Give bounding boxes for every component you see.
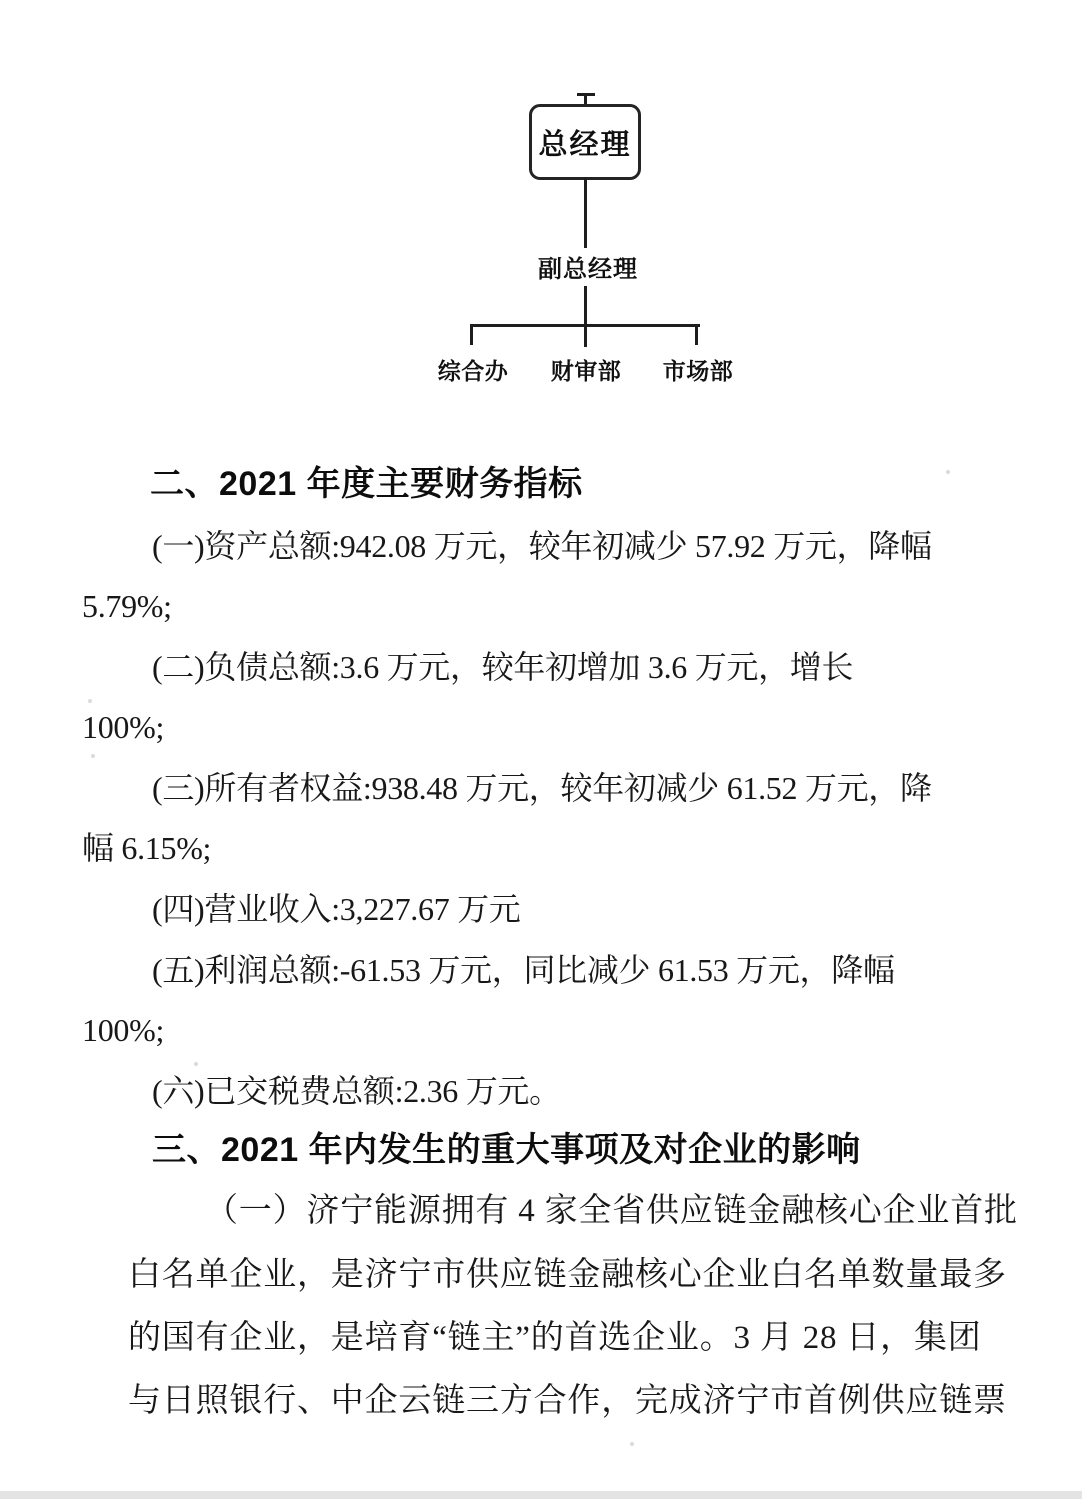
- org-node-dept-general-office: 综合办: [437, 358, 509, 384]
- line-taxes-paid: (六)已交税费总额:2.36 万元。: [152, 1073, 561, 1109]
- scan-speck: [91, 754, 95, 758]
- line-equity-cont: 幅 6.15%;: [82, 830, 212, 866]
- para-events-line-4: 与日照银行、中企云链三方合作，完成济宁市首例供应链票: [128, 1383, 1007, 1419]
- scan-speck: [630, 1442, 634, 1446]
- heading-major-events: 三、2021 年内发生的重大事项及对企业的影响: [152, 1131, 861, 1169]
- connector-deputy-branch: [584, 286, 587, 327]
- connector-drop-right: [695, 324, 698, 345]
- line-operating-revenue: (四)营业收入:3,227.67 万元: [152, 891, 521, 927]
- connector-root-deputy: [584, 178, 587, 248]
- para-events-line-3: 的国有企业，是培育“链主”的首选企业。3 月 28 日，集团: [128, 1320, 982, 1356]
- scan-edge-band: [0, 1491, 1082, 1499]
- line-total-assets: (一)资产总额:942.08 万元，较年初减少 57.92 万元，降幅: [152, 528, 932, 564]
- scan-speck: [88, 699, 92, 703]
- org-node-deputy-manager: 副总经理: [538, 256, 638, 283]
- line-owners-equity: (三)所有者权益:938.48 万元，较年初减少 61.52 万元，降: [152, 770, 932, 806]
- scan-speck: [946, 470, 950, 474]
- org-node-dept-finance-audit: 财审部: [550, 358, 622, 384]
- scan-speck: [194, 1062, 198, 1066]
- org-node-general-manager-label: 总经理: [538, 128, 632, 161]
- line-total-profit: (五)利润总额:-61.53 万元，同比减少 61.53 万元，降幅: [152, 952, 895, 988]
- line-total-liabilities: (二)负债总额:3.6 万元，较年初增加 3.6 万元，增长: [152, 649, 854, 685]
- connector-drop-center: [584, 324, 587, 347]
- line-total-assets-cont: 5.79%;: [82, 588, 172, 624]
- para-events-line-2: 白名单企业，是济宁市供应链金融核心企业白名单数量最多: [128, 1257, 1007, 1293]
- line-liabilities-cont: 100%;: [82, 709, 165, 745]
- connector-drop-left: [470, 324, 473, 345]
- org-node-general-manager: [529, 104, 641, 180]
- line-profit-cont: 100%;: [82, 1012, 165, 1048]
- org-node-dept-market: 市场部: [662, 358, 734, 384]
- heading-financial-indicators: 二、2021 年度主要财务指标: [150, 465, 583, 503]
- para-events-line-1: （一）济宁能源拥有 4 家全省供应链金融核心企业首批: [205, 1193, 1018, 1229]
